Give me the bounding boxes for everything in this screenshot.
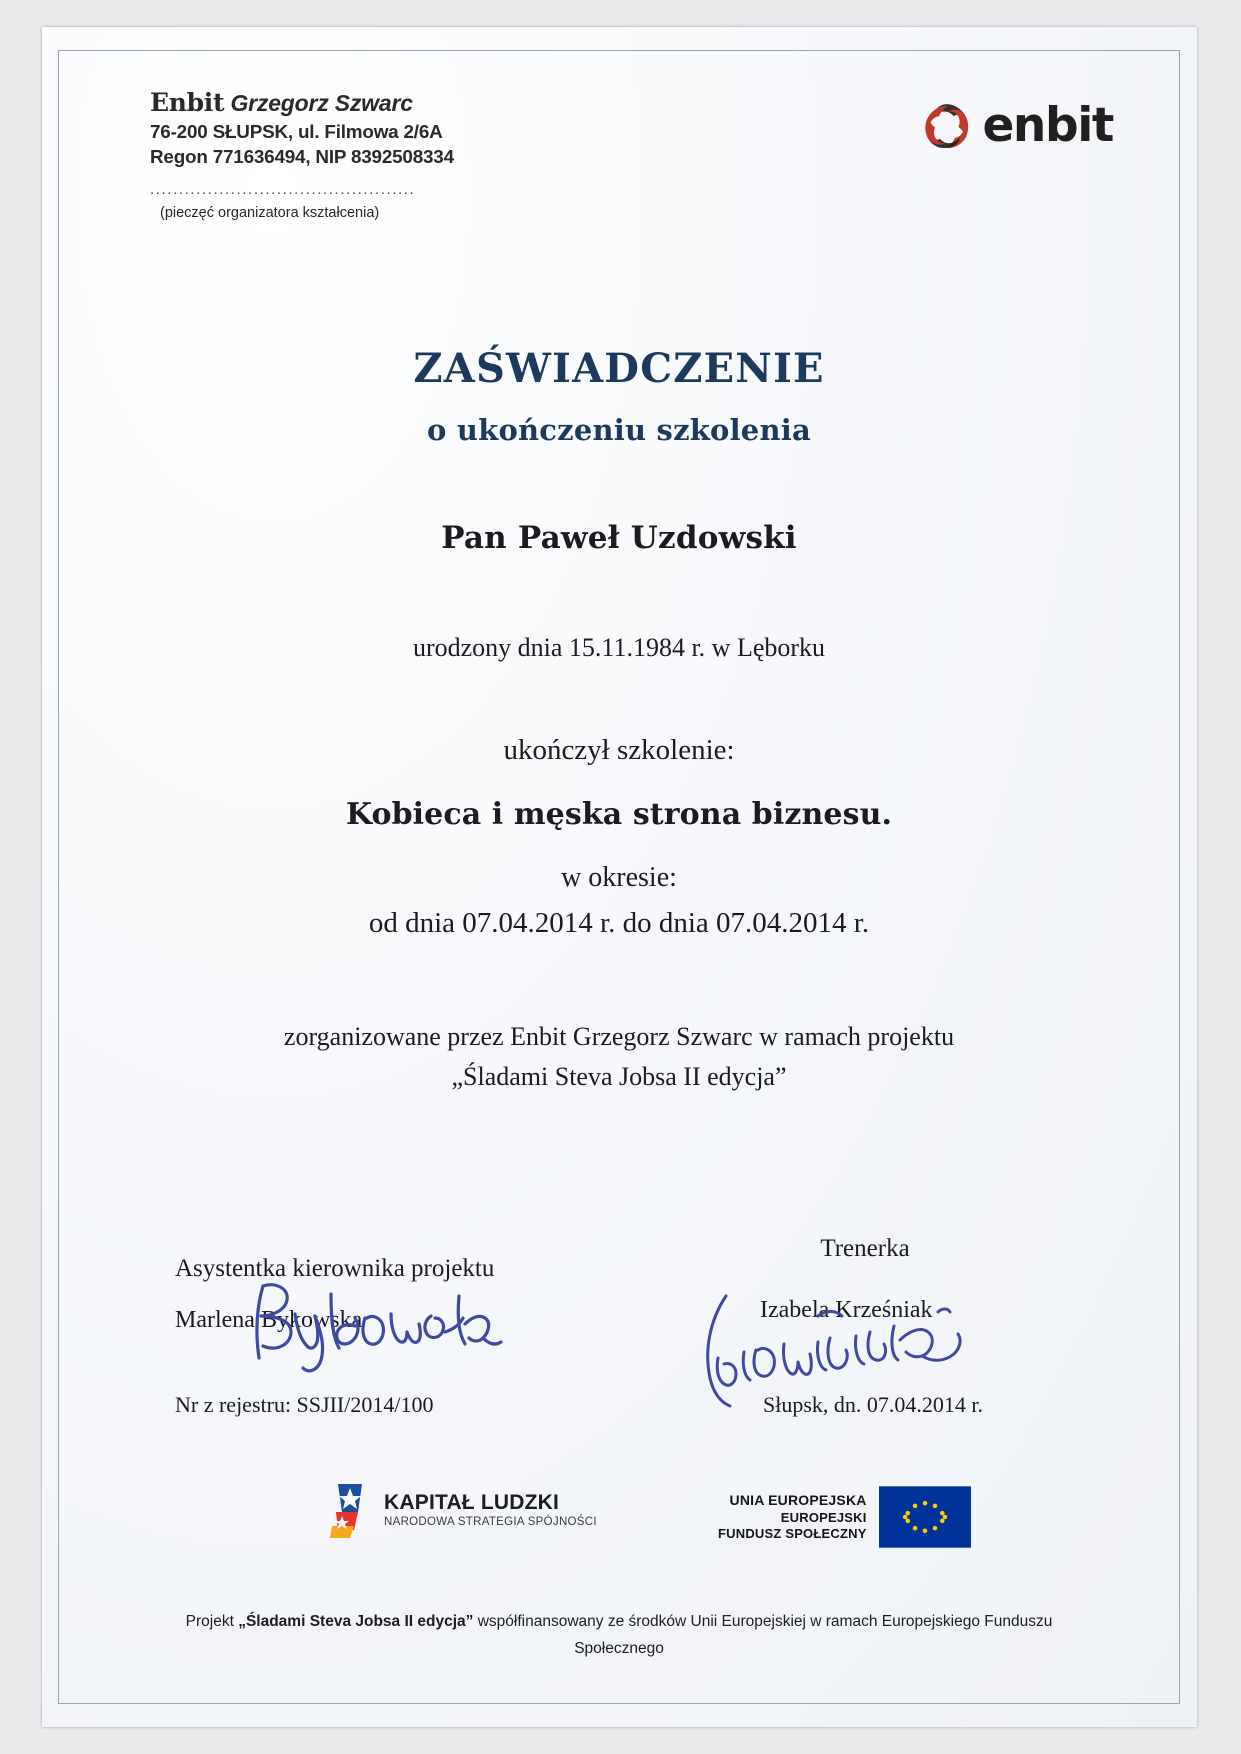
certificate-subtitle: o ukończeniu szkolenia [427, 413, 811, 447]
organizer-line-2: „Śladami Steva Jobsa II edycja” [451, 1062, 787, 1091]
period-value: od dnia 07.04.2014 r. do dnia 07.04.2014 r. [368, 907, 870, 939]
eu-flag-icon [879, 1486, 971, 1548]
certificate-title: ZAŚWIADCZENIE [413, 345, 825, 392]
organizer-line-1: zorganizowane przez Enbit Grzegorz Szwarc w ramach projektu [283, 1022, 955, 1051]
kapital-ludzki-text [384, 1491, 597, 1529]
signature-name-left: Marlena Bykowska [175, 1307, 363, 1333]
footer-project-name: „Śladami Steva Jobsa II edycja” [238, 1613, 474, 1630]
place-and-date: Słupsk, dn. 07.04.2014 r. [763, 1392, 984, 1417]
stamp-address: 76-200 SŁUPSK, ul. Filmowa 2/6A [150, 121, 443, 142]
certificate-title-block [58, 345, 1180, 447]
course-name: Kobieca i męska strona biznesu. [345, 797, 893, 832]
unia-europejska-text [718, 1492, 867, 1542]
stamp-ids: Regon 771636494, NIP 8392508334 [150, 146, 454, 167]
ue-line-3: FUNDUSZ SPOŁECZNY [718, 1525, 867, 1541]
stamp-dotted-rule: .............................................. [150, 181, 416, 198]
completed-label: ukończył szkolenie: [503, 734, 735, 766]
organizer-stamp [150, 88, 610, 221]
registry-number: Nr z rejestru: SSJII/2014/100 [175, 1392, 434, 1417]
footer-line-2: Społecznego [574, 1640, 664, 1658]
enbit-logo [921, 97, 1113, 153]
signature-role-left: Asystentka kierownika projektu [175, 1255, 495, 1282]
kapital-ludzki-title: KAPITAŁ LUDZKI [384, 1491, 560, 1515]
signature-block-right [700, 1235, 1120, 1324]
kapital-ludzki-logo [328, 1482, 597, 1538]
stamp-brand: Enbit [150, 88, 225, 117]
kapital-ludzki-star-icon [328, 1482, 374, 1538]
stamp-caption: (pieczęć organizatora kształcenia) [160, 205, 380, 221]
ue-line-1: UNIA EUROPEJSKA [729, 1492, 867, 1508]
signature-name-right: Izabela Krześniak [760, 1297, 933, 1323]
eu-logo-row [58, 1478, 1180, 1556]
enbit-swirl-icon [921, 100, 973, 152]
kapital-ludzki-subtitle: NARODOWA STRATEGIA SPÓJNOŚCI [384, 1516, 597, 1529]
stamp-person: Grzegorz Szwarc [230, 90, 413, 116]
period-label: w okresie: [561, 862, 677, 893]
footer-prefix: Projekt [185, 1613, 239, 1630]
stamp-title-line [150, 88, 610, 118]
recipient-name: Pan Paweł Uzdowski [441, 520, 797, 556]
ue-line-2: EUROPEJSKI [780, 1509, 867, 1525]
footer-suffix: współfinansowany ze środków Unii Europejskiej w ramach Europejskiego Funduszu [473, 1613, 1053, 1630]
recipient-birth-info: urodzony dnia 15.11.1984 r. w Lęborku [412, 633, 826, 662]
signature-block-left [175, 1255, 595, 1334]
signature-role-right: Trenerka [820, 1235, 910, 1262]
unia-europejska-logo [718, 1486, 971, 1548]
enbit-wordmark: enbit [982, 97, 1113, 153]
footer-funding-note [58, 1608, 1180, 1662]
